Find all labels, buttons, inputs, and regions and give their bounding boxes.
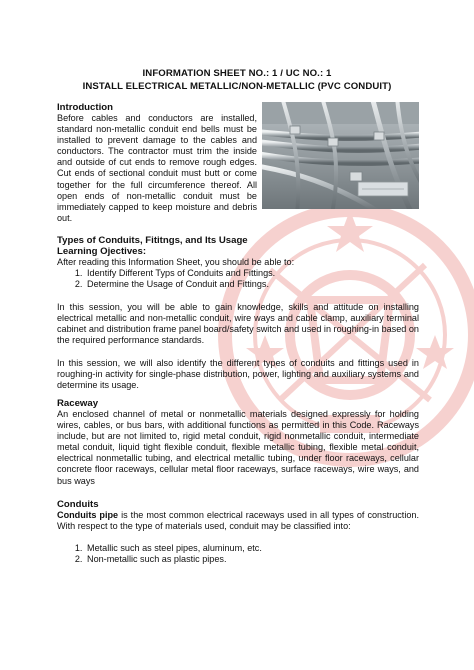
conduits-paragraph bbox=[57, 510, 419, 532]
objectives-lead: After reading this Information Sheet, you should be able to: bbox=[57, 257, 295, 267]
learning-objectives-heading: Learning Ojectives: bbox=[57, 246, 147, 257]
conduit-types-list bbox=[57, 543, 262, 565]
list-item: 1. Metallic such as steel pipes, aluminum, etc. bbox=[85, 543, 262, 554]
conduits-text: is the most common electrical raceways used in all types of construction. With respect to the type of materials used, conduit may be classified into: bbox=[57, 510, 420, 532]
list-item: 2. Non-metallic such as plastic pipes. bbox=[85, 554, 262, 565]
unit-title: INSTALL ELECTRICAL METALLIC/NON-METALLIC (PVC CONDUIT) bbox=[82, 81, 392, 92]
session-paragraph-1: In this session, you will be able to gain knowledge, skills and attitude on installing electrical metallic and non-metallic conduit, wire ways and cable clamp, auxiliary terminal cabinet and distribution frame panel board/safety switch and used in roughing-in based on the required performance standards. bbox=[57, 302, 419, 346]
raceway-heading: Raceway bbox=[57, 398, 99, 409]
conduits-heading: Conduits bbox=[57, 499, 99, 510]
introduction-paragraph: Before cables and conductors are installed, standard non-metallic conduit end bells must be installed to prevent damage to the cables and conductors. The contractor must trim the inside and outside of cut ends to remove rough edges. Cut ends of sectional conduit must butt or come together for the full circumference thereof. All open ends of non-metallic conduit must be immediately capped to keep moisture and debris out. bbox=[57, 113, 257, 223]
conduit-installation-photo bbox=[262, 102, 419, 209]
raceway-paragraph: An enclosed channel of metal or nonmetallic materials designed expressly for holding wires, cables, or bus bars, with additional functions as permitted in this Code. Raceways include, but are not limited to, rigid metal conduit, rigid nonmetallic conduit, intermediate metal conduit, liquid tight flexible conduit, flexible metallic tubing, flexible metal conduit, electrical nonmetallic tubing, and electrical metallic tubing, under floor raceways, cellular concrete floor raceways, cellular metal floor raceways, surface raceways, wire ways, and bus ways bbox=[57, 409, 419, 486]
introduction-heading: Introduction bbox=[57, 102, 113, 113]
list-item: 2. Determine the Usage of Conduit and Fittings. bbox=[85, 279, 275, 290]
objectives-list bbox=[57, 268, 275, 290]
conduits-term: Conduits pipe bbox=[57, 510, 119, 520]
info-sheet-title: INFORMATION SHEET NO.: 1 / UC NO.: 1 bbox=[142, 68, 332, 79]
types-heading: Types of Conduits, Fititngs, and Its Usage bbox=[57, 235, 248, 246]
list-item: 1. Identify Different Typs of Conduits and Fittings. bbox=[85, 268, 275, 279]
session-paragraph-2: In this session, we will also identify the different types of conduits and fittings used in roughing-in activity for single-phase distribution, power, lighting and auxiliary systems and determine its usage. bbox=[57, 358, 419, 391]
